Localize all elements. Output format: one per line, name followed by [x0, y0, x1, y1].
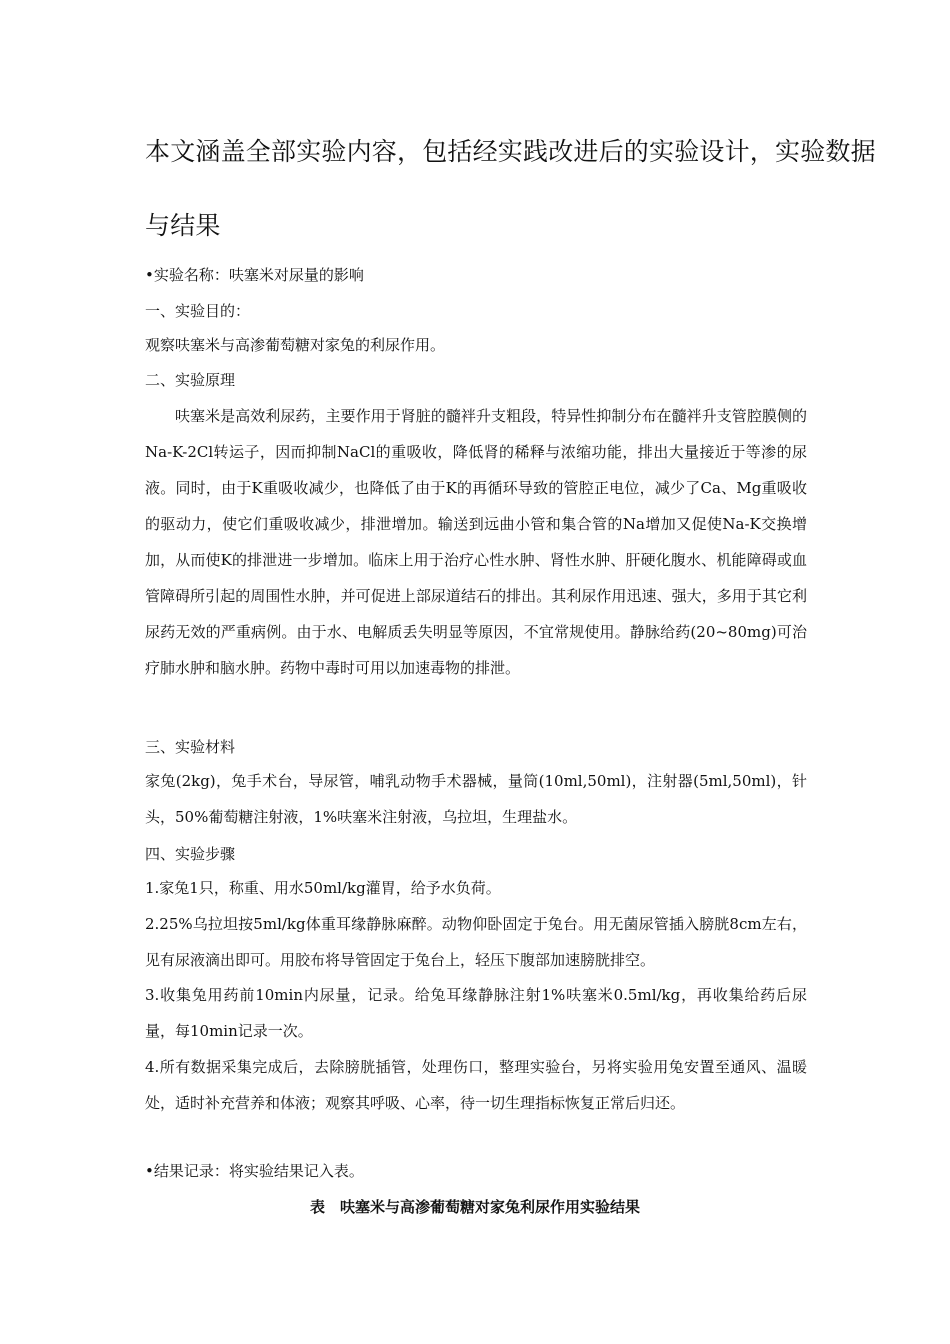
- section-materials-title: 三、实验材料: [145, 738, 236, 756]
- result-record: •结果记录：将实验结果记入表。: [145, 1162, 364, 1180]
- step-item-1: 1.家兔1只，称重、用水50ml/kg灌胃，给予水负荷。: [145, 879, 501, 897]
- step-item-2: 2.25%乌拉坦按5ml/kg体重耳缘静脉麻醉。动物仰卧固定于兔台。用无菌尿管插入膀胱8cm左右，见有尿液滴出即可。用胶布将导管固定于兔台上，轻压下腹部加速膀胱排空。: [145, 915, 807, 969]
- step-item-4: 4.所有数据采集完成后，去除膀胱插管，处理伤口，整理实验台，另将实验用兔安置至通风、温暖处，适时补充营养和体液；观察其呼吸、心率，待一切生理指标恢复正常后归还。: [145, 1058, 807, 1112]
- section-steps-title: 四、实验步骤: [145, 845, 236, 863]
- section-principle-text: 呋塞米是高效利尿药，主要作用于肾脏的髓袢升支粗段，特异性抑制分布在髓袢升支管腔膜侧的Na-K-2Cl转运子，因而抑制NaCl的重吸收，降低肾的稀释与浓缩功能，排出大量接近于等渗的尿液。同时，由于K重吸收减少，也降低了由于K的再循环导致的管腔正电位，减少了Ca、Mg重吸收的驱动力，使它们重吸收减少，排泄增加。输送到远曲小管和集合管的Na增加又促使Na-K交换增加，从而使K的排泄进一步增加。临床上用于治疗心性水肿、肾性水肿、肝硬化腹水、机能障碍或血管障碍所引起的周围性水肿，并可促进上部尿道结石的排出。其利尿作用迅速、强大，多用于其它利尿药无效的严重病例。由于水、电解质丢失明显等原因，不宜常规使用。静脉给药(20~80mg)可治疗肺水肿和脑水肿。药物中毒时可用以加速毒物的排泄。: [145, 407, 807, 677]
- section-materials-text: 家兔(2kg)，兔手术台，导尿管，哺乳动物手术器械，量筒(10ml,50ml)，注射器(5ml,50ml)，针头，50%葡萄糖注射液，1%呋塞米注射液，乌拉坦，生理盐水。: [145, 772, 807, 826]
- document-heading-line-2: 与结果: [145, 211, 221, 240]
- document-heading-line-1: 本文涵盖全部实验内容，包括经实践改进后的实验设计，实验数据: [145, 137, 876, 166]
- section-purpose-title: 一、实验目的：: [145, 302, 251, 320]
- step-item-3: 3.收集兔用药前10min内尿量，记录。给兔耳缘静脉注射1%呋塞米0.5ml/kg，再收集给药后尿量，每10min记录一次。: [145, 986, 807, 1040]
- experiment-name: •实验名称：呋塞米对尿量的影响: [145, 266, 364, 284]
- table-caption: 表 呋塞米与高渗葡萄糖对家兔利尿作用实验结果: [309, 1198, 640, 1216]
- section-principle-title: 二、实验原理: [145, 371, 236, 389]
- section-purpose-text: 观察呋塞米与高渗葡萄糖对家兔的利尿作用。: [145, 336, 446, 354]
